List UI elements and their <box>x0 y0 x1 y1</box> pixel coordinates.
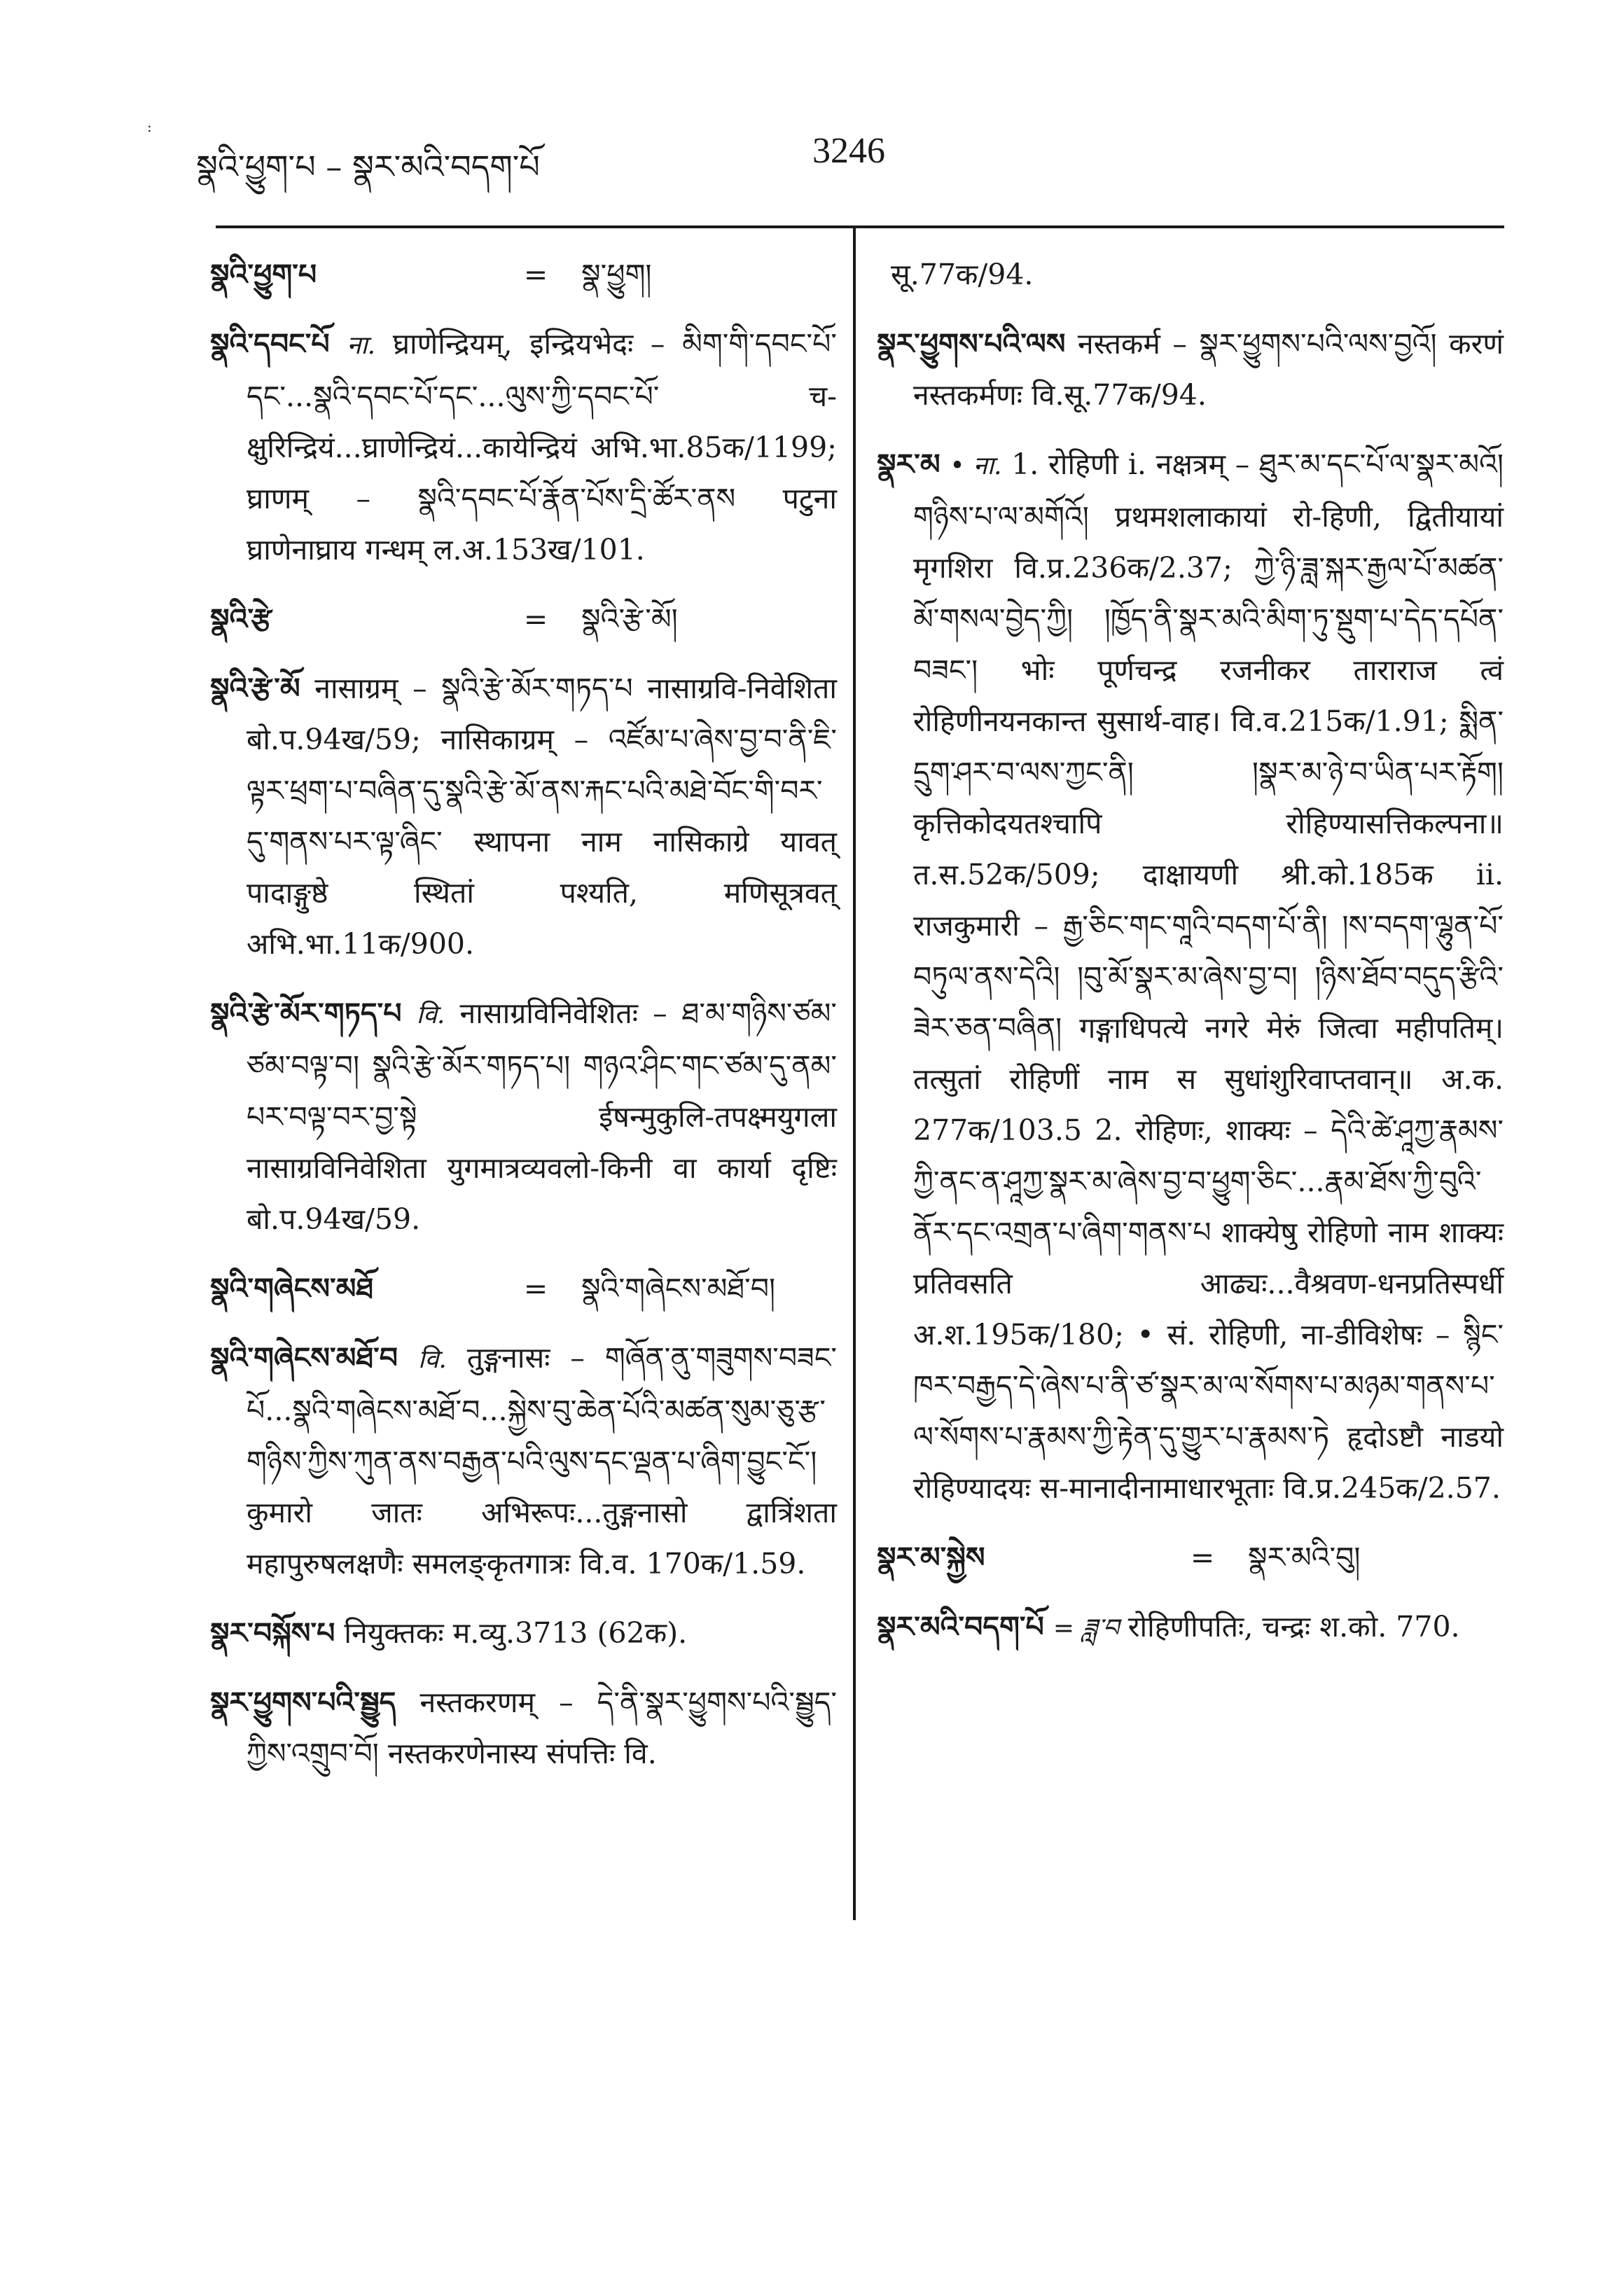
headword: སྣའི་གཞེངས་མཐོ་བ <box>210 1341 398 1375</box>
headword: སྣར་ཕྱུགས་པའི་ལས <box>877 327 1066 361</box>
headword: སྣའི་རྩེ་མོ <box>210 672 300 705</box>
crossref-target: སྣའི་རྩེ་མོ། <box>581 602 678 636</box>
crossref-target: སྣར་མའི་བུ། <box>1248 1541 1361 1574</box>
entry-body: रोहिणीपतिः, चन्द्रः श.को. 770. <box>1127 1610 1460 1644</box>
dictionary-entry <box>210 988 837 1245</box>
entry-continuation <box>891 249 1504 300</box>
dictionary-entry <box>210 1677 837 1779</box>
page-number: 3246 <box>812 131 885 171</box>
left-column <box>210 249 837 1798</box>
header-rule <box>216 225 1504 228</box>
dictionary-entry <box>877 1602 1504 1654</box>
entry-body: नासाग्रम् – སྣའི་རྩེ་མོར་གཏད་པ नासाग्रवि-निवेशिता बो.प.94ख/59; नासिकाग्रम् – འཛོམ་པ་ཞེས་བྱ་བ་ནི་ཇི་ལྟར་ཕྲག་པ་བཞིན་དུ་སྣའི་རྩེ་མོ་ནས་རྐང་པའི་མཐེ་བོང་གི་བར་དུ་གནས་པར་ལྟ་ཞིང་ स्थापना नाम नासिकाग्रे यावत् पादाङ्गुष्ठे स्थितां पश्यति, मणिसूत्रवत् अभि.भा.11क/900. <box>247 672 837 961</box>
crossref-entry <box>210 594 837 645</box>
equals-sign: = <box>523 1272 548 1305</box>
right-column <box>877 249 1504 1672</box>
grammar-label: = ཟླ་བ <box>1053 1614 1119 1643</box>
entry-body: नस्तकरणम् – དེ་ནི་སྣར་ཕྱུགས་པའི་སྦྱུད་ཀྱིས་འགྲུབ་བོ། नस्तकरणेनास्य संपत्तिः वि. <box>247 1686 837 1770</box>
margin-mark: : <box>147 118 152 135</box>
dictionary-entry <box>210 1333 837 1590</box>
entry-body: नस्तकर्म – སྣར་ཕྱུགས་པའི་ལས་བྱའོ། करणं नस्तकर्मणः वि.सू.77क/94. <box>913 327 1504 412</box>
dictionary-entry <box>210 663 837 970</box>
entry-body: तुङ्गनासः – གཞོན་ནུ་གཟུགས་བཟང་པོ...སྣའི་གཞེངས་མཐོ་བ...སྐྱེས་བུ་ཆེན་པོའི་མཚན་སུམ་ཅུ་རྩ་གཉིས་ཀྱིས་ཀུན་ནས་བརྒྱན་པའི་ལུས་དང་ལྡན་པ་ཞིག་བྱུང་ངོ་། कुमारो जातः अभिरूपः...तुङ्गनासो द्वात्रिंशता महापुरुषलक्षणैः समलङ्कृतगात्रः वि.व. 170क/1.59. <box>247 1341 837 1581</box>
headword: སྣའི་དབང་པོ <box>210 327 330 361</box>
dictionary-entry <box>210 1608 837 1659</box>
crossref-target: སྣ་ཕྱུག། <box>581 258 652 291</box>
dictionary-entry <box>877 319 1504 421</box>
headword: སྣའི་ཕྱུག་པ <box>210 258 317 291</box>
grammar-label: वि. <box>416 1001 445 1029</box>
entry-body: सू.77क/94. <box>891 258 1034 291</box>
crossref-entry <box>210 1263 837 1314</box>
headword: སྣའི་རྩེ་མོར་གཏད་པ <box>210 996 402 1030</box>
entry-body: 1. रोहिणी i. नक्षत्रम् – ཐུར་མ་དང་པོ་ལ་སྣར་མའོ། གཉིས་པ་ལ་མགོའོ། प्रथमशलाकायां रो-हिणी, द्वितीयायां मृगशिरा वि.प्र.236क/2.37; ཀྱེ་ཉི་ཟླ་སྐར་རྒྱལ་པོ་མཚན་མོ་གསལ་བྱེད་ཀྱི། །ཁྱོད་ནི་སྣར་མའི་མིག་ཏུ་སྡུག་པ་དེད་དཔོན་བཟང་། भोः पूर्णचन्द्र रजनीकर ताराराज त्वं रोहिणीनयनकान्त सुसार्थ-वाह। वि.व.215क/1.91; སྨིན་དྲུག་ཤར་བ་ལས་ཀྱང་ནི། །སྣར་མ་ཉེ་བ་ཡིན་པར་རྟོག། कृत्तिकोदयतश्चापि रोहिण्यासत्तिकल्पना॥ त.स.52क/509; दाक्षायणी श्री.को.185क ii. राजकुमारी – རྒྱ་ཅིང་གང་གཱའི་བདག་པོ་ནི། །ས་བདག་ལྷུན་པོ་བཏུལ་ནས་དེའི། །བུ་མོ་སྣར་མ་ཞེས་བྱ་བ། །ཉིས་ཐོབ་བདུད་རྩིའི་ཟེར་ཅན་བཞིན། गङ्गाधिपत्ये नगरे मेरुं जित्वा महीपतिम्। तत्सुतां रोहिणीं नाम स सुधांशुरिवाप्तवान्॥ अ.क. 277क/103.5 2. रोहिणः, शाक्यः – དེའི་ཚེ་ཤཱཀྱ་རྣམས་ཀྱི་ནང་ན་ཤཱཀྱ་སྣར་མ་ཞེས་བྱ་བ་ཕྱུག་ཅིང་...རྣམ་ཐོས་ཀྱི་བུའི་ནོར་དང་འགྲན་པ་ཞིག་གནས་པ शाक्येषु रोहिणो नाम शाक्यः प्रतिवसति आढ्यः...वैश्रवण-धनप्रतिस्पर्धी अ.श.195क/180; • सं. रोहिणी, ना-डीविशेषः – སྙིང་ཁར་བརྒྱད་དེ་ཞེས་པ་ནི་ཙ་སྣར་མ་ལ་སོགས་པ་མཉམ་གནས་པ་ལ་སོགས་པ་རྣམས་ཀྱི་རྟེན་དུ་གྱུར་པ་རྣམས་ཏེ हृदोऽष्टौ नाडयो रोहिण्यादयः स-मानादीनामाधारभूताः वि.प्र.245क/2.57. <box>913 447 1504 1505</box>
crossref-entry <box>210 249 837 300</box>
crossref-target: སྣའི་གཞེངས་མཐོ་བ། <box>581 1272 776 1305</box>
grammar-label: वि. <box>418 1345 447 1374</box>
headword: སྣར་བསྐོས་པ <box>210 1616 335 1650</box>
entry-body: नासाग्रविनिवेशितः – ཐ་མ་གཉིས་ཙམ་ཙམ་བལྟ་བ། སྣའི་རྩེ་མོར་གཏད་པ། གཉའ་ཤིང་གང་ཙམ་དུ་ནམ་པར་བལྟ་བར་བྱ་སྟེ ईषन्मुकुलि-तपक्ष्मयुगला नासाग्रविनिवेशिता युगमात्रव्यवलो-किनी वा कार्या दृष्टिः बो.प.94ख/59. <box>247 996 837 1236</box>
grammar-label: ना. <box>347 331 376 360</box>
headword: སྣར་ཕྱུགས་པའི་སྦྱུད <box>210 1686 396 1719</box>
dictionary-entry <box>210 319 837 576</box>
entry-body: नियुक्तकः म.व्यु.3713 (62क). <box>344 1616 688 1650</box>
column-divider <box>853 225 856 1920</box>
headword: སྣའི་རྩེ <box>210 602 272 636</box>
headword: སྣར་མ་སྐྱེས <box>877 1541 985 1574</box>
headword: སྣར་མ <box>877 447 941 481</box>
equals-sign: = <box>523 602 548 636</box>
equals-sign: = <box>523 258 548 291</box>
headword: སྣར་མའི་བདག་པོ <box>877 1610 1044 1644</box>
running-head: སྣའི་ཕྱུག་པ – སྣར་མའི་བདག་པོ <box>196 148 540 186</box>
equals-sign: = <box>1190 1541 1215 1574</box>
entry-body: घ्राणेन्द्रियम्, इन्द्रियभेदः – མིག་གི་དབང་པོ་དང་...སྣའི་དབང་པོ་དང་...ལུས་ཀྱི་དབང་པོ་ च-क्षुरिन्द्रियं...घ्राणेन्द्रियं...कायेन्द्रियं अभि.भा.85क/1199; घ्राणम् – སྣའི་དབང་པོ་རྣོན་པོས་དྲི་ཚོར་ནས पटुना घ्राणेनाघ्राय गन्धम् ल.अ.153ख/101. <box>247 327 837 567</box>
grammar-label: • ना. <box>950 452 1002 480</box>
dictionary-entry <box>877 439 1504 1514</box>
headword: སྣའི་གཞེངས་མཐོ <box>210 1272 374 1305</box>
crossref-entry <box>877 1532 1504 1583</box>
